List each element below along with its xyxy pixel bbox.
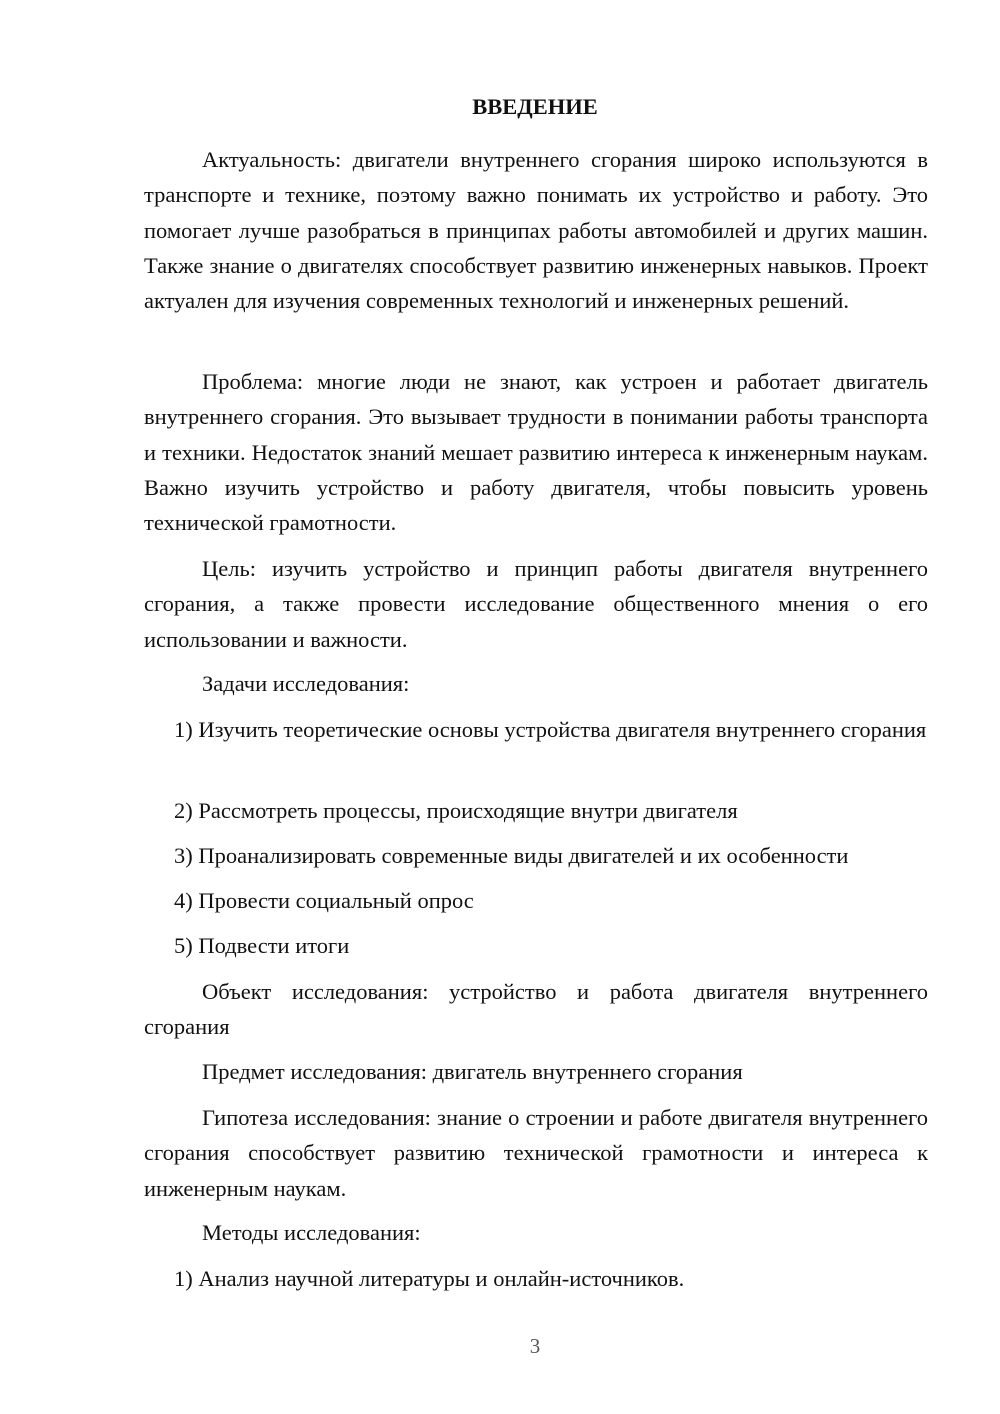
hypothesis-paragraph: Гипотеза исследования: знание о строении и работе двигателя внутреннего сгорания способствует развитию технической грамотности и интереса к инженерным наукам. [144, 1105, 928, 1201]
method-item-1: 1) Анализ научной литературы и онлайн-источников. [174, 1266, 685, 1291]
relevance-paragraph: Актуальность: двигатели внутреннего сгорания широко используются в транспорте и технике, поэтому важно понимать их устройство и работу. Это помогает лучше разобраться в принципах работы автомобилей и других машин. Также знание о двигателях способствует развитию инженерных навыков. Проект актуален для изучения современных технологий и инженерных решений. [144, 147, 928, 314]
object-paragraph: Объект исследования: устройство и работа двигателя внутреннего сгорания [144, 979, 928, 1040]
task-item-5: 5) Подвести итоги [174, 933, 350, 958]
subject-paragraph: Предмет исследования: двигатель внутреннего сгорания [202, 1059, 743, 1084]
task-item-4: 4) Провести социальный опрос [174, 888, 474, 913]
problem-paragraph: Проблема: многие люди не знают, как устроен и работает двигатель внутреннего сгорания. Это вызывает трудности в понимании работы транспорта и техники. Недостаток знаний мешает развитию интереса к инженерным наукам. Важно изучить устройство и работу двигателя, чтобы повысить уровень технической грамотности. [144, 369, 928, 536]
task-item-1: 1) Изучить теоретические основы устройства двигателя внутреннего сгорания [174, 717, 927, 742]
task-item-2: 2) Рассмотреть процессы, происходящие внутри двигателя [174, 798, 738, 823]
methods-title: Методы исследования: [202, 1220, 421, 1245]
tasks-title: Задачи исследования: [202, 671, 410, 696]
page-heading: ВВЕДЕНИЕ [472, 94, 598, 119]
goal-paragraph: Цель: изучить устройство и принцип работы двигателя внутреннего сгорания, а также провести исследование общественного мнения о его использовании и важности. [144, 556, 928, 652]
task-item-3: 3) Проанализировать современные виды двигателей и их особенности [174, 843, 849, 868]
page-number: 3 [529, 1334, 541, 1358]
